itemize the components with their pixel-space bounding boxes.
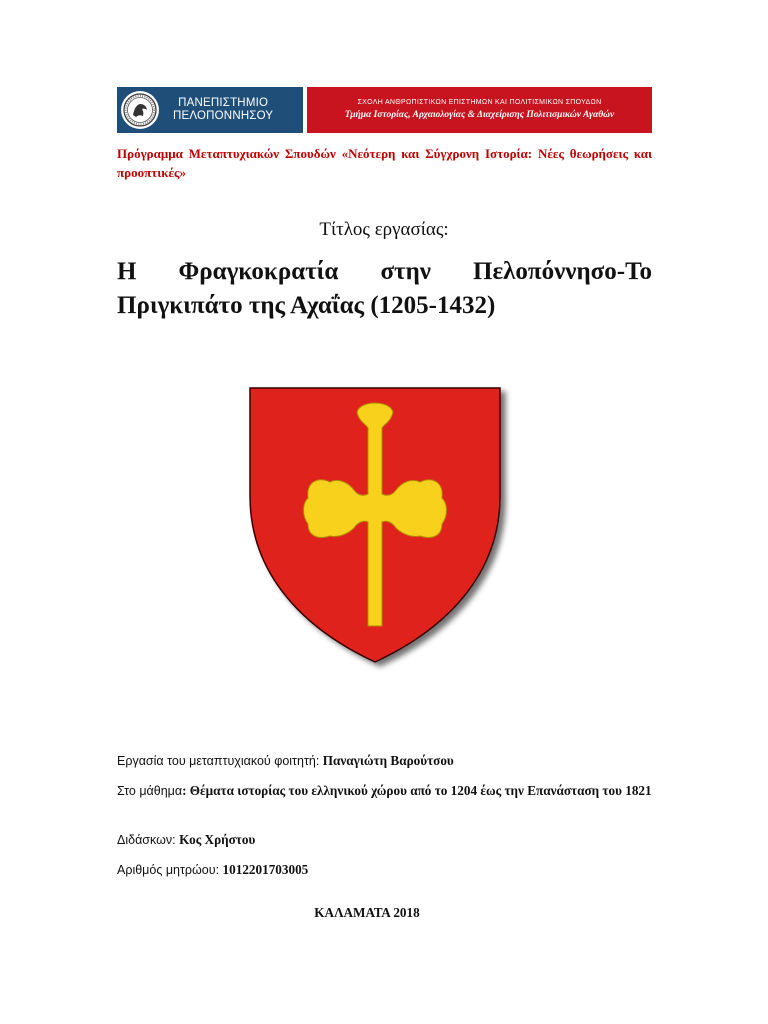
place-year: ΚΑΛΑΜΑΤΑ 2018: [314, 905, 420, 920]
student-line: [117, 751, 652, 771]
university-seal-icon: [121, 91, 159, 129]
registration-number: 1012201703005: [222, 862, 309, 877]
program-title: Πρόγραμμα Μεταπτυχιακών Σπουδών «Νεότερη και Σύγχρονη Ιστορία: Νέες θεωρήσεις και προοπτικές»: [117, 146, 652, 180]
university-name: ΠΑΝΕΠΙΣΤΗΜΙΟ ΠΕΛΟΠΟΝΝΗΣΟΥ: [173, 97, 274, 122]
title-label: Τίτλος εργασίας:: [319, 219, 449, 240]
teacher-line: [117, 830, 652, 850]
thesis-title: Η Φραγκοκρατία στην Πελοπόννησο-Το Πριγκιπάτο της Αχαΐας (1205-1432): [117, 258, 652, 319]
school-name: ΣΧΟΛΗ ΑΝΘΡΩΠΙΣΤΙΚΩΝ ΕΠΙΣΤΗΜΩΝ ΚΑΙ ΠΟΛΙΤΙΣΜΙΚΩΝ ΣΠΟΥΔΩΝ: [357, 99, 602, 106]
registration-line: [117, 860, 652, 880]
teacher-label: Διδάσκων:: [117, 833, 180, 847]
course-label: Στο μάθημα: [117, 784, 183, 798]
university-banner: [117, 87, 652, 133]
achaea-cross-shield-icon: [244, 386, 516, 672]
university-logo: [117, 87, 303, 133]
department-name: Τμήμα Ιστορίας, Αρχαιολογίας & Διαχείρισης Πολιτισμικών Αγαθών: [344, 110, 615, 120]
school-department-block: [307, 87, 652, 133]
teacher-name: Κος Χρήστου: [179, 832, 256, 847]
student-name: Παναγιώτη Βαρούτσου: [322, 753, 454, 768]
student-label: Εργασία του μεταπτυχιακού φοιτητή:: [117, 754, 323, 768]
course-line: [117, 781, 652, 801]
course-name: : Θέματα ιστορίας του ελληνικού χώρου από το 1204 έως την Επανάσταση του 1821: [182, 783, 652, 798]
registration-label: Αριθμός μητρώου:: [117, 863, 223, 877]
